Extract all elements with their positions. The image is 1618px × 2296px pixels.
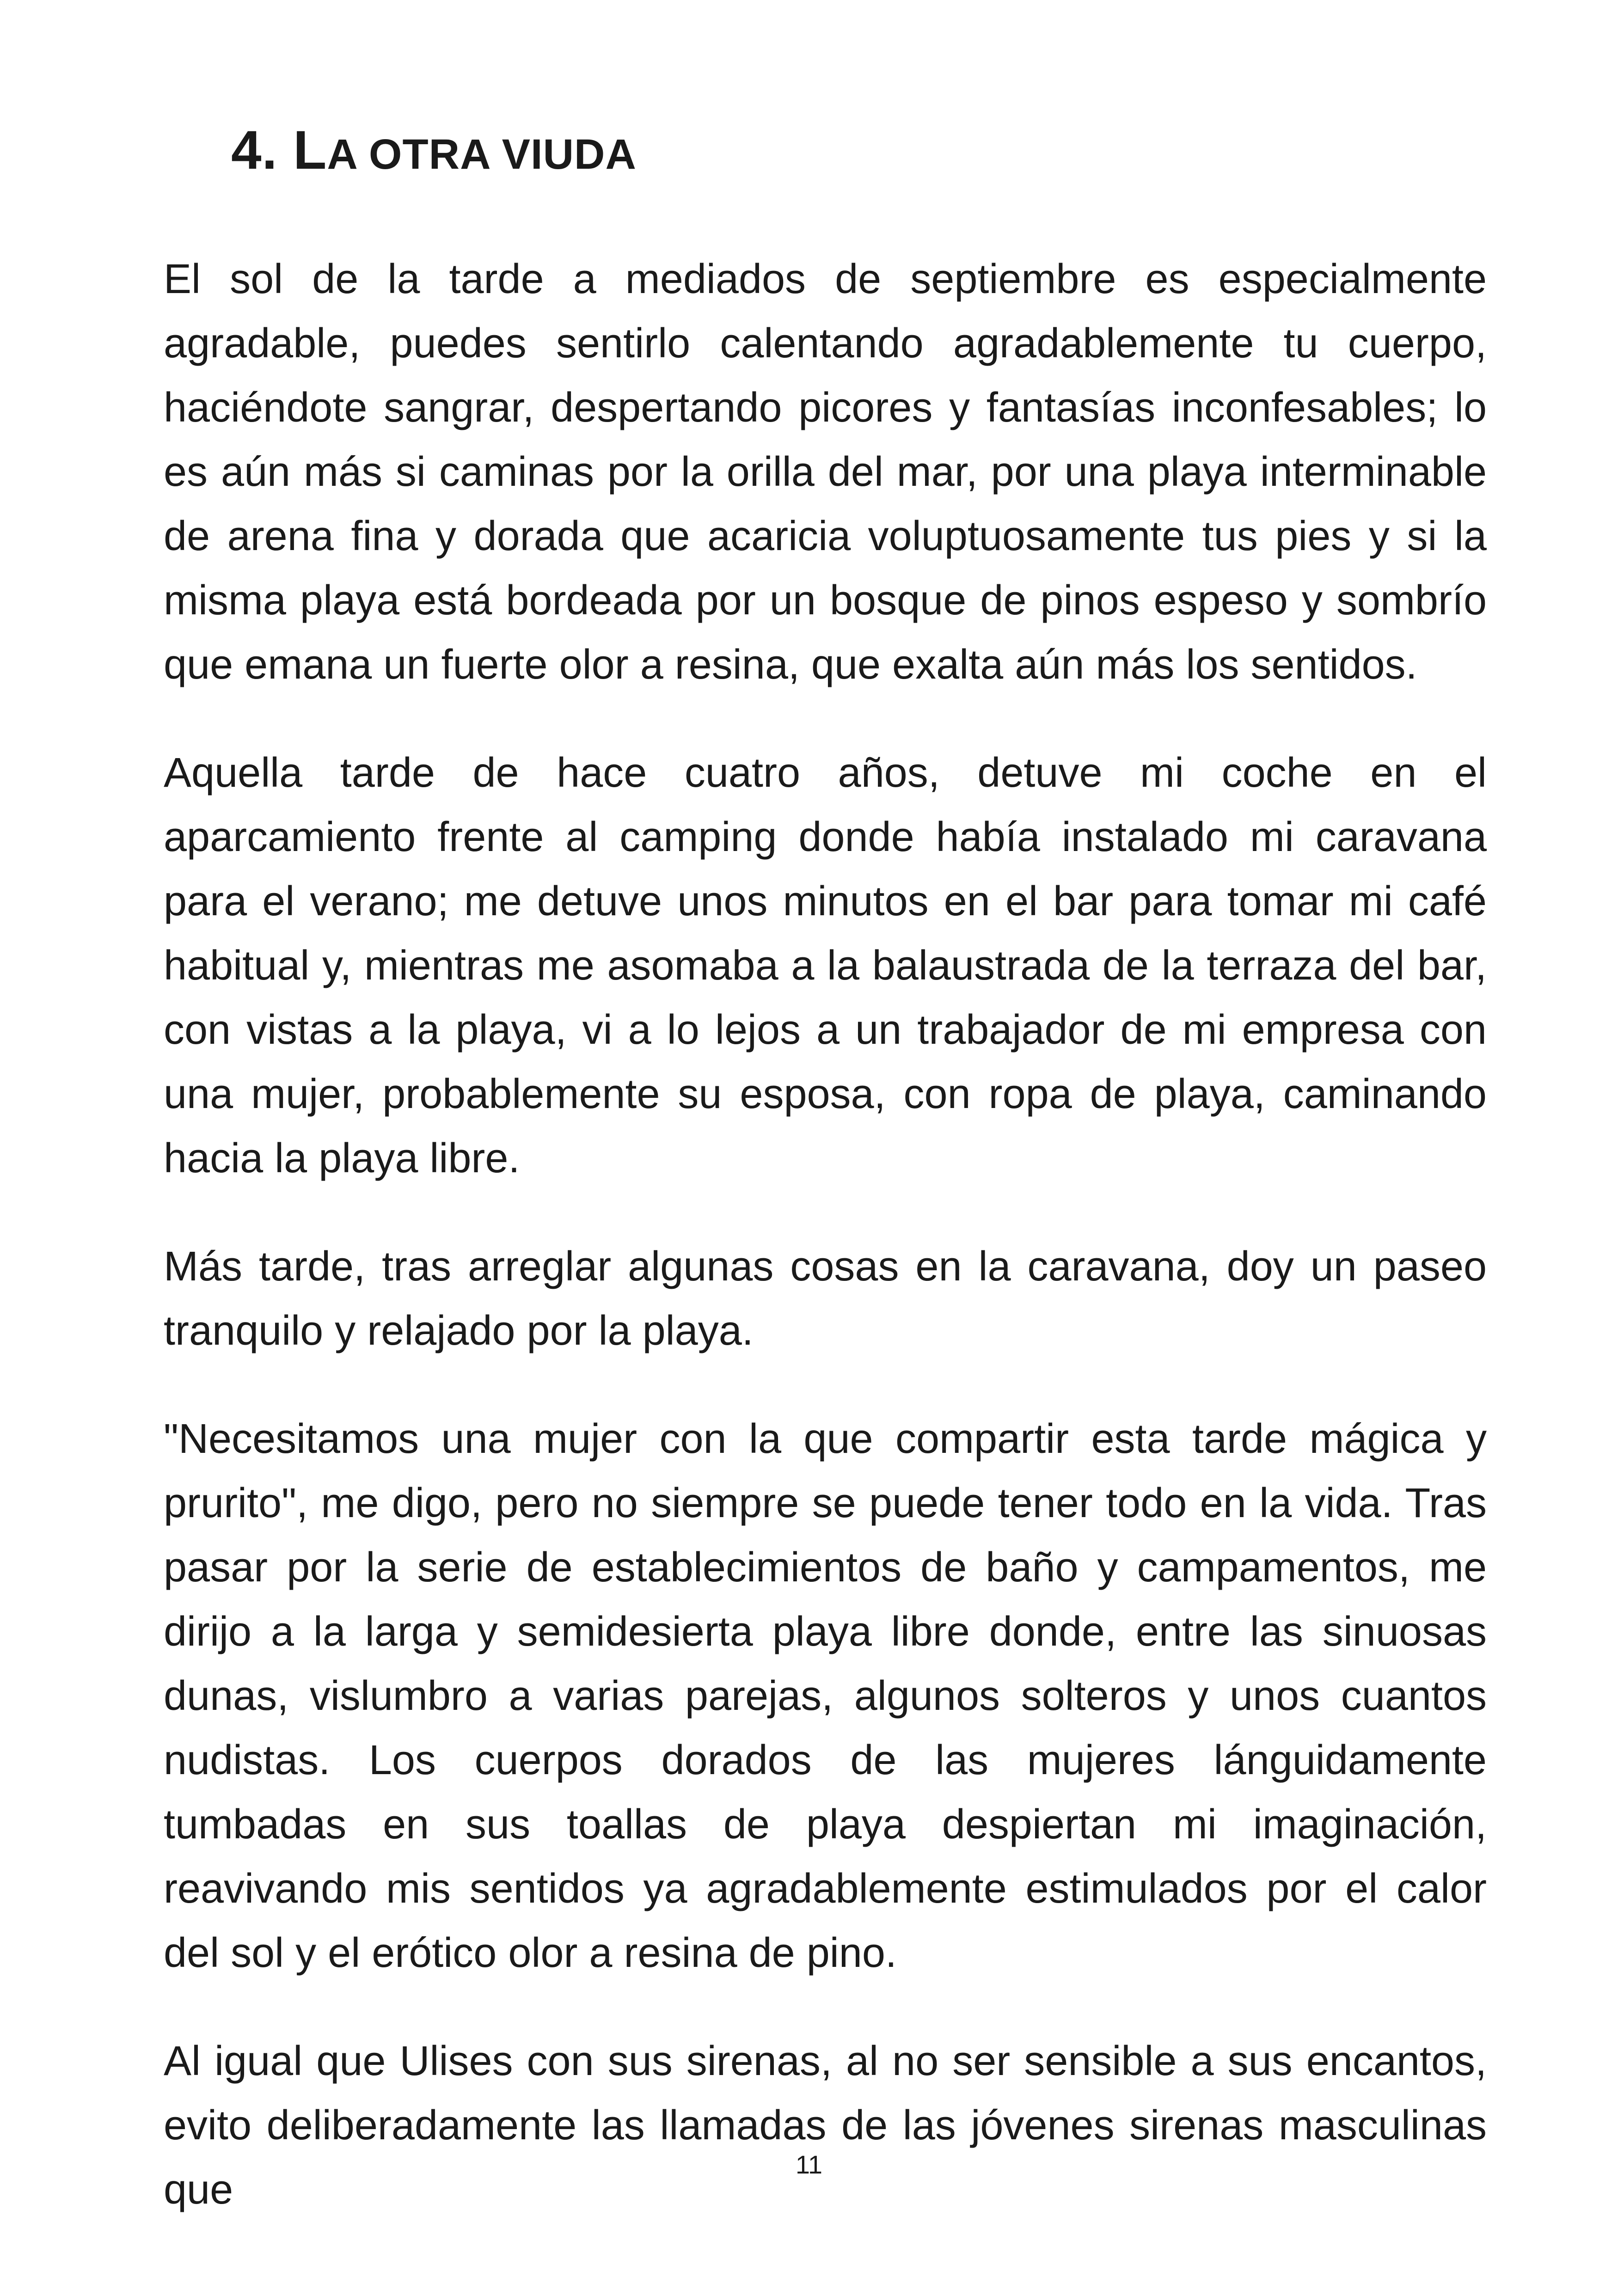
page-number: 11 xyxy=(795,2150,823,2179)
paragraph: Más tarde, tras arreglar algunas cosas en la caravana, doy un paseo tranquilo y relajado por la playa. xyxy=(164,1243,1487,1354)
chapter-number: 4. xyxy=(231,120,278,181)
paragraph: Aquella tarde de hace cuatro años, detuve mi coche en el aparcamiento frente al camping donde había instalado mi caravana para el verano; me detuve unos minutos en el bar para tomar mi café habitual y, mientras me asomaba a la balaustrada de la terraza del bar, con vistas a la playa, vi a lo lejos a un trabajador de mi empresa con una mujer, probablemente su esposa, con ropa de playa, caminando hacia la playa libre. xyxy=(164,750,1487,1182)
chapter-title-rest: A OTRA VIUDA xyxy=(327,131,637,178)
paragraph: El sol de la tarde a mediados de septiembre es especialmente agradable, puedes sentirlo calentando agradablemente tu cuerpo, haciéndote sangrar, despertando picores y fantasías inconfesables; lo es aún más si caminas por la orilla del mar, por una playa interminable de arena fina y dorada que acaricia voluptuosamente tus pies y si la misma playa está bordeada por un bosque de pinos espeso y sombrío que emana un fuerte olor a resina, que exalta aún más los sentidos. xyxy=(164,256,1487,688)
chapter-title-initial: L xyxy=(293,120,327,181)
paragraph: Al igual que Ulises con sus sirenas, al no ser sensible a sus encantos, evito deliberadamente las llamadas de las jóvenes sirenas masculinas que xyxy=(164,2038,1487,2213)
paragraph: "Necesitamos una mujer con la que compartir esta tarde mágica y prurito", me digo, pero no siempre se puede tener todo en la vida. Tras pasar por la serie de establecimientos de baño y campamentos, me dirijo a la larga y semidesierta playa libre donde, entre las sinuosas dunas, vislumbro a varias parejas, algunos solteros y unos cuantos nudistas. Los cuerpos dorados de las mujeres lánguidamente tumbadas en sus toallas de playa despiertan mi imaginación, reavivando mis sentidos ya agradablemente estimulados por el calor del sol y el erótico olor a resina de pino. xyxy=(164,1416,1487,1976)
body-text xyxy=(164,0,1487,2266)
